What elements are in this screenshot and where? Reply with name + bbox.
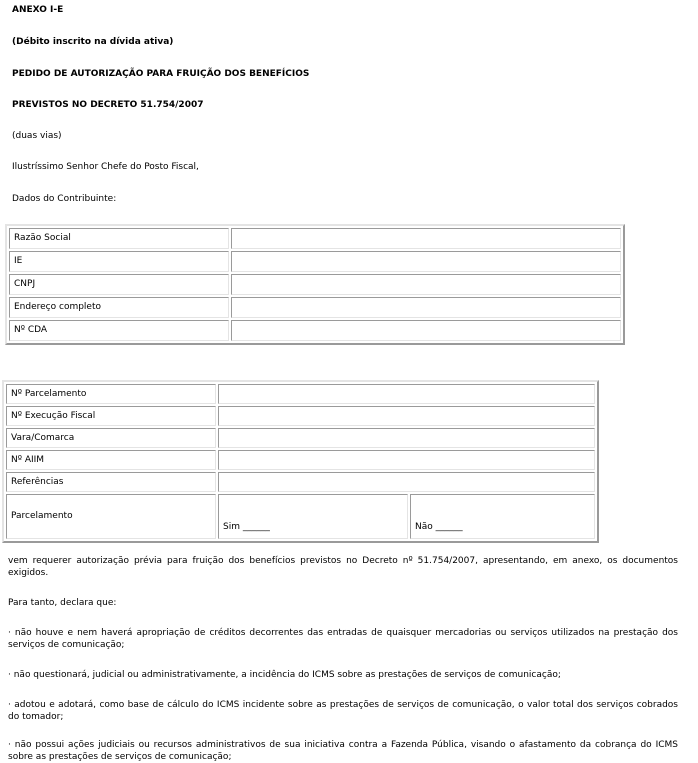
- taxpayer-data-table: [5, 224, 625, 345]
- row-label-ie: IE: [9, 251, 229, 272]
- row-label-cnpj: CNPJ: [9, 274, 229, 295]
- row-field-aiim[interactable]: [218, 450, 595, 470]
- row-label-aiim: Nº AIIM: [6, 450, 216, 470]
- row-field-cnpj[interactable]: [231, 274, 621, 295]
- row-field-referencias[interactable]: [218, 472, 595, 492]
- table-row: [9, 251, 621, 272]
- declare-intro: Para tanto, declara que:: [8, 598, 117, 608]
- table-row: [6, 384, 595, 404]
- row-field-razao-social[interactable]: [231, 228, 621, 249]
- row-label-razao-social: Razão Social: [9, 228, 229, 249]
- request-title-line2: PREVISTOS NO DECRETO 51.754/2007: [12, 100, 204, 110]
- process-data-table: [2, 380, 599, 543]
- table-row: [9, 274, 621, 295]
- row-label-vara-comarca: Vara/Comarca: [6, 428, 216, 448]
- row-label-cda: Nº CDA: [9, 320, 229, 341]
- declaration-item: · adotou e adotará, como base de cálculo do ICMS incidente sobre as prestações de serviços de comunicação, o valor total dos serviços cobrados do tomador;: [8, 700, 678, 722]
- row-field-execucao-fiscal[interactable]: [218, 406, 595, 426]
- row-field-endereco[interactable]: [231, 297, 621, 318]
- annex-title: ANEXO I-E: [12, 5, 64, 15]
- copies-note: (duas vias): [12, 131, 62, 141]
- annex-subtitle: (Débito inscrito na dívida ativa): [12, 37, 174, 47]
- table-row: [6, 472, 595, 492]
- declaration-item: · não houve e nem haverá apropriação de créditos decorrentes das entradas de quaisquer mercadorias ou serviços utilizados na prestação dos serviços de comunicação;: [8, 628, 678, 650]
- declaration-item: · não possui ações judiciais ou recursos administrativos de sua iniciativa contra a Fazenda Pública, visando o afastamento da cobrança do ICMS sobre as prestações de serviços de comunicação;: [8, 740, 678, 762]
- parcelamento-yes-option[interactable]: Sim ______: [218, 494, 408, 539]
- table-row: [6, 406, 595, 426]
- parcelamento-no-option[interactable]: Não ______: [410, 494, 595, 539]
- table-row: [9, 297, 621, 318]
- row-label-referencias: Referências: [6, 472, 216, 492]
- row-field-ie[interactable]: [231, 251, 621, 272]
- request-paragraph: vem requerer autorização prévia para fruição dos benefícios previstos no Decreto nº 51.754/2007, apresentando, em anexo, os documentos exigidos.: [8, 556, 678, 578]
- row-field-vara-comarca[interactable]: [218, 428, 595, 448]
- salutation: Ilustríssimo Senhor Chefe do Posto Fiscal,: [12, 162, 199, 172]
- table-row: [9, 228, 621, 249]
- declaration-item: · não questionará, judicial ou administrativamente, a incidência do ICMS sobre as prestações de serviços de comunicação;: [8, 670, 561, 680]
- row-label-parcelamento: Parcelamento: [6, 494, 216, 539]
- row-label-parcelamento-number: Nº Parcelamento: [6, 384, 216, 404]
- table-row: [6, 450, 595, 470]
- request-title-line1: PEDIDO DE AUTORIZAÇÃO PARA FRUIÇÃO DOS BENEFÍCIOS: [12, 69, 310, 79]
- row-field-parcelamento-number[interactable]: [218, 384, 595, 404]
- row-label-execucao-fiscal: Nº Execução Fiscal: [6, 406, 216, 426]
- table-row: [6, 428, 595, 448]
- section-label: Dados do Contribuinte:: [12, 194, 117, 204]
- table-row: [6, 494, 595, 539]
- row-field-cda[interactable]: [231, 320, 621, 341]
- table-row: [9, 320, 621, 341]
- row-label-endereco: Endereço completo: [9, 297, 229, 318]
